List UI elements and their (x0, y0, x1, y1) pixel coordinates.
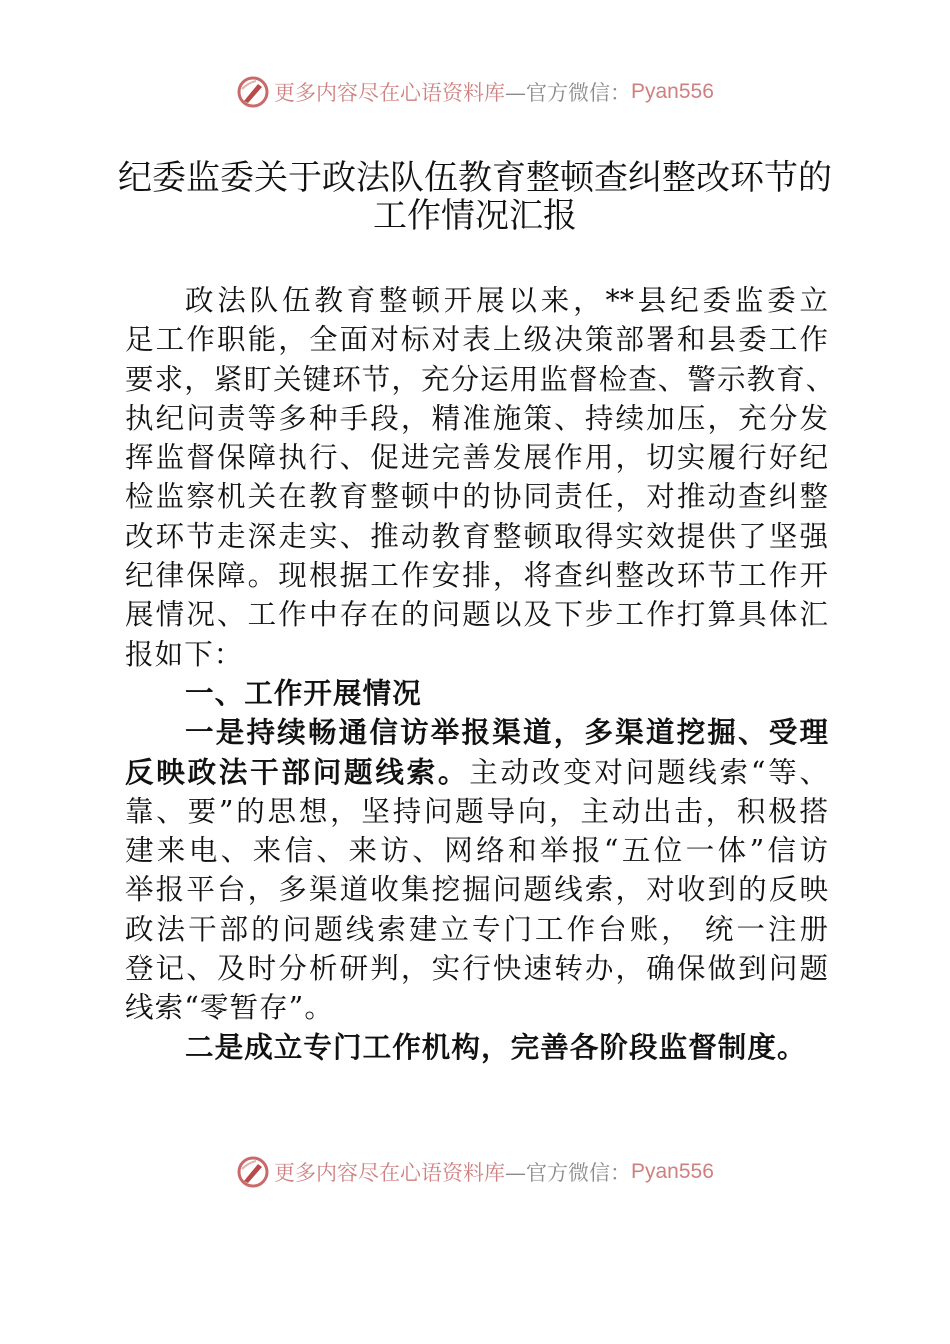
text-run: 报如下： (125, 637, 244, 671)
text-run: 建来电、来信、来访、网络和举报“五位一体”信访 (125, 834, 828, 868)
text-line (125, 438, 828, 477)
text-line (125, 399, 828, 438)
bold-text: 反映政法干部问题线索。 (125, 754, 470, 789)
watermark-wechat-id: Pyan556 (631, 1160, 714, 1183)
bold-text: 一是持续畅通信访举报渠道，多渠道挖掘、受理 (185, 715, 828, 750)
text-line (125, 281, 828, 320)
text-line (125, 988, 828, 1027)
text-run: 纪律保障。现根据工作安排，将查纠整改环节工作开 (125, 559, 828, 593)
document-title-line-2: 工作情况汇报 (373, 196, 577, 236)
text-line (125, 635, 828, 674)
text-line (125, 517, 828, 556)
watermark-text-2: —官方微信： (505, 1161, 631, 1185)
text-run: 靠、要”的思想，坚持问题导向，主动出击，积极搭 (125, 794, 828, 828)
text-run: 执纪问责等多种手段，精准施策、持续加压，充分发 (125, 401, 828, 435)
watermark-wechat-id: Pyan556 (631, 80, 714, 103)
bold-text: 二是成立专门工作机构，完善各阶段监督制度。 (185, 1029, 807, 1064)
text-line (125, 556, 828, 595)
text-line (125, 320, 828, 359)
text-run: 举报平台，多渠道收集挖掘问题线索，对收到的反映 (125, 873, 828, 907)
text-line (125, 477, 828, 516)
text-line (125, 360, 836, 399)
pen-logo-icon (236, 1155, 270, 1189)
watermark-text-1: 更多内容尽在心语资料库 (274, 1161, 505, 1185)
text-line (125, 870, 828, 909)
bold-text: 一、工作开展情况 (185, 675, 422, 710)
text-run: 挥监督保障执行、促进完善发展作用，切实履行好纪 (125, 441, 828, 475)
text-line (125, 949, 828, 988)
text-line (125, 831, 828, 870)
document-title-line-1: 纪委监委关于政法队伍教育整顿查纠整改环节的 (118, 158, 832, 198)
text-run: 登记、及时分析研判，实行快速转办，确保做到问题 (125, 952, 828, 986)
text-line (125, 595, 828, 634)
text-run: 检监察机关在教育整顿中的协同责任，对推动查纠整 (125, 480, 828, 514)
watermark-footer (236, 1154, 714, 1190)
text-line (125, 792, 828, 831)
watermark-text-1: 更多内容尽在心语资料库 (274, 81, 505, 105)
watermark-header (236, 74, 714, 110)
text-line (125, 674, 828, 713)
text-run: 主动改变对问题线索“等、 (469, 755, 828, 789)
watermark-text-2: —官方微信： (505, 81, 631, 105)
document-body (125, 281, 836, 1067)
pen-logo-icon (236, 75, 270, 109)
text-run: 改环节走深走实、推动教育整顿取得实效提供了坚强 (125, 519, 828, 553)
text-line (125, 713, 828, 752)
text-run: 展情况、工作中存在的问题以及下步工作打算具体汇 (125, 598, 828, 632)
text-line (125, 910, 828, 949)
text-line (125, 753, 828, 792)
text-run: 足工作职能，全面对标对表上级决策部署和县委工作 (125, 323, 828, 357)
text-run: 政法干部的问题线索建立专门工作台账， 统一注册 (125, 912, 828, 946)
text-run: 线索“零暂存”。 (125, 991, 334, 1025)
text-line (125, 1028, 828, 1067)
text-run: 要求，紧盯关键环节，充分运用监督检查、警示教育、 (125, 362, 836, 396)
text-run: 政法队伍教育整顿开展以来，**县纪委监委立 (185, 284, 828, 317)
